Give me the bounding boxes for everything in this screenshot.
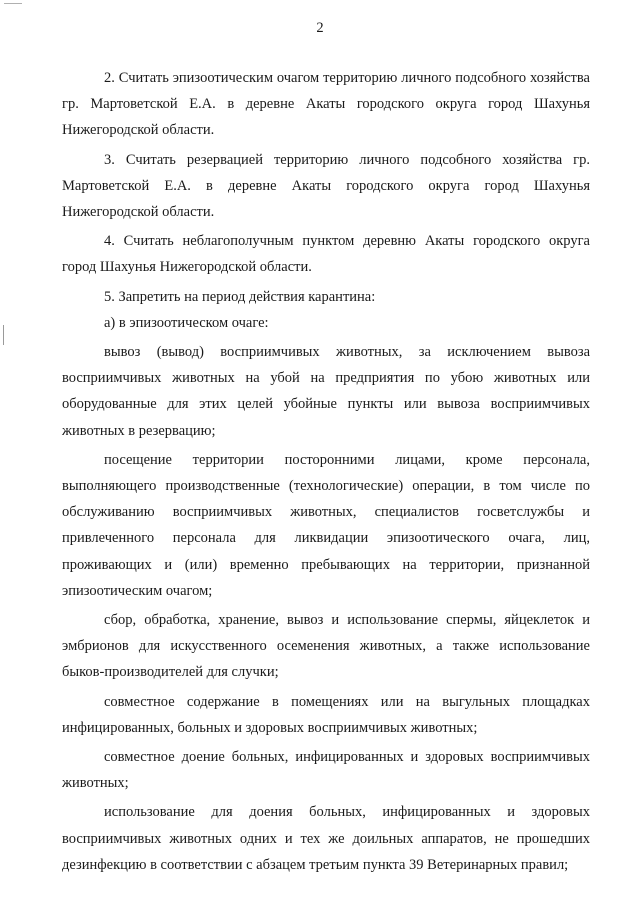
paragraph-item-3: 3. Считать резервацией территорию личного подсобного хозяйства гр. Мартоветской Е.А. в деревне Акаты городского округа город Шахунья Нижегородской области. — [62, 151, 590, 221]
scan-edge-mark — [3, 325, 4, 345]
paragraph-item-5: 5. Запретить на период действия карантина: — [104, 288, 376, 305]
restriction-joint-keeping: совместное содержание в помещениях или на выгульных площадках инфицированных, больных и здоровых восприимчивых животных; — [62, 693, 590, 736]
restriction-visits: посещение территории посторонними лицами, кроме персонала, выполняющего производственные (технологические) операции, в том числе по обслуживанию восприимчивых животных, специалистов госветслужбы и привлеченного персонала для ликвидации эпизоотического очага, лиц, проживающих и (или) временно пребывающих на территории, признанной эпизоотическим очагом; — [62, 451, 590, 599]
page-number: 2 — [316, 20, 324, 36]
restriction-export: вывоз (вывод) восприимчивых животных, за исключением вывоза восприимчивых животных на убой на предприятия по убою животных или оборудованные для этих целей убойные пункты или вывоза восприимчивых животных в резервацию; — [62, 344, 590, 439]
paragraph-item-4: 4. Считать неблагополучным пунктом деревню Акаты городского округа город Шахунья Нижегородской области. — [62, 233, 590, 276]
paragraph-item-2: 2. Считать эпизоотическим очагом территорию личного подсобного хозяйства гр. Мартоветской Е.А. в деревне Акаты городского округа город Шахунья Нижегородской области. — [62, 70, 590, 139]
restriction-milking-machines: использование для доения больных, инфицированных и здоровых восприимчивых животных одних и тех же доильных аппаратов, не прошедших дезинфекцию в соответствии с абзацем третьим пункта 39 Ветеринарных правил; — [62, 804, 590, 873]
subsection-heading-a: а) в эпизоотическом очаге: — [104, 314, 269, 331]
restriction-sperm: сбор, обработка, хранение, вывоз и использование спермы, яйцеклеток и эмбрионов для искусственного осеменения животных, а также использование быков-производителей для случки; — [62, 612, 590, 681]
restriction-joint-milking: совместное доение больных, инфицированных и здоровых восприимчивых животных; — [62, 749, 590, 792]
scan-corner-mark — [4, 3, 22, 4]
document-body — [62, 65, 590, 878]
